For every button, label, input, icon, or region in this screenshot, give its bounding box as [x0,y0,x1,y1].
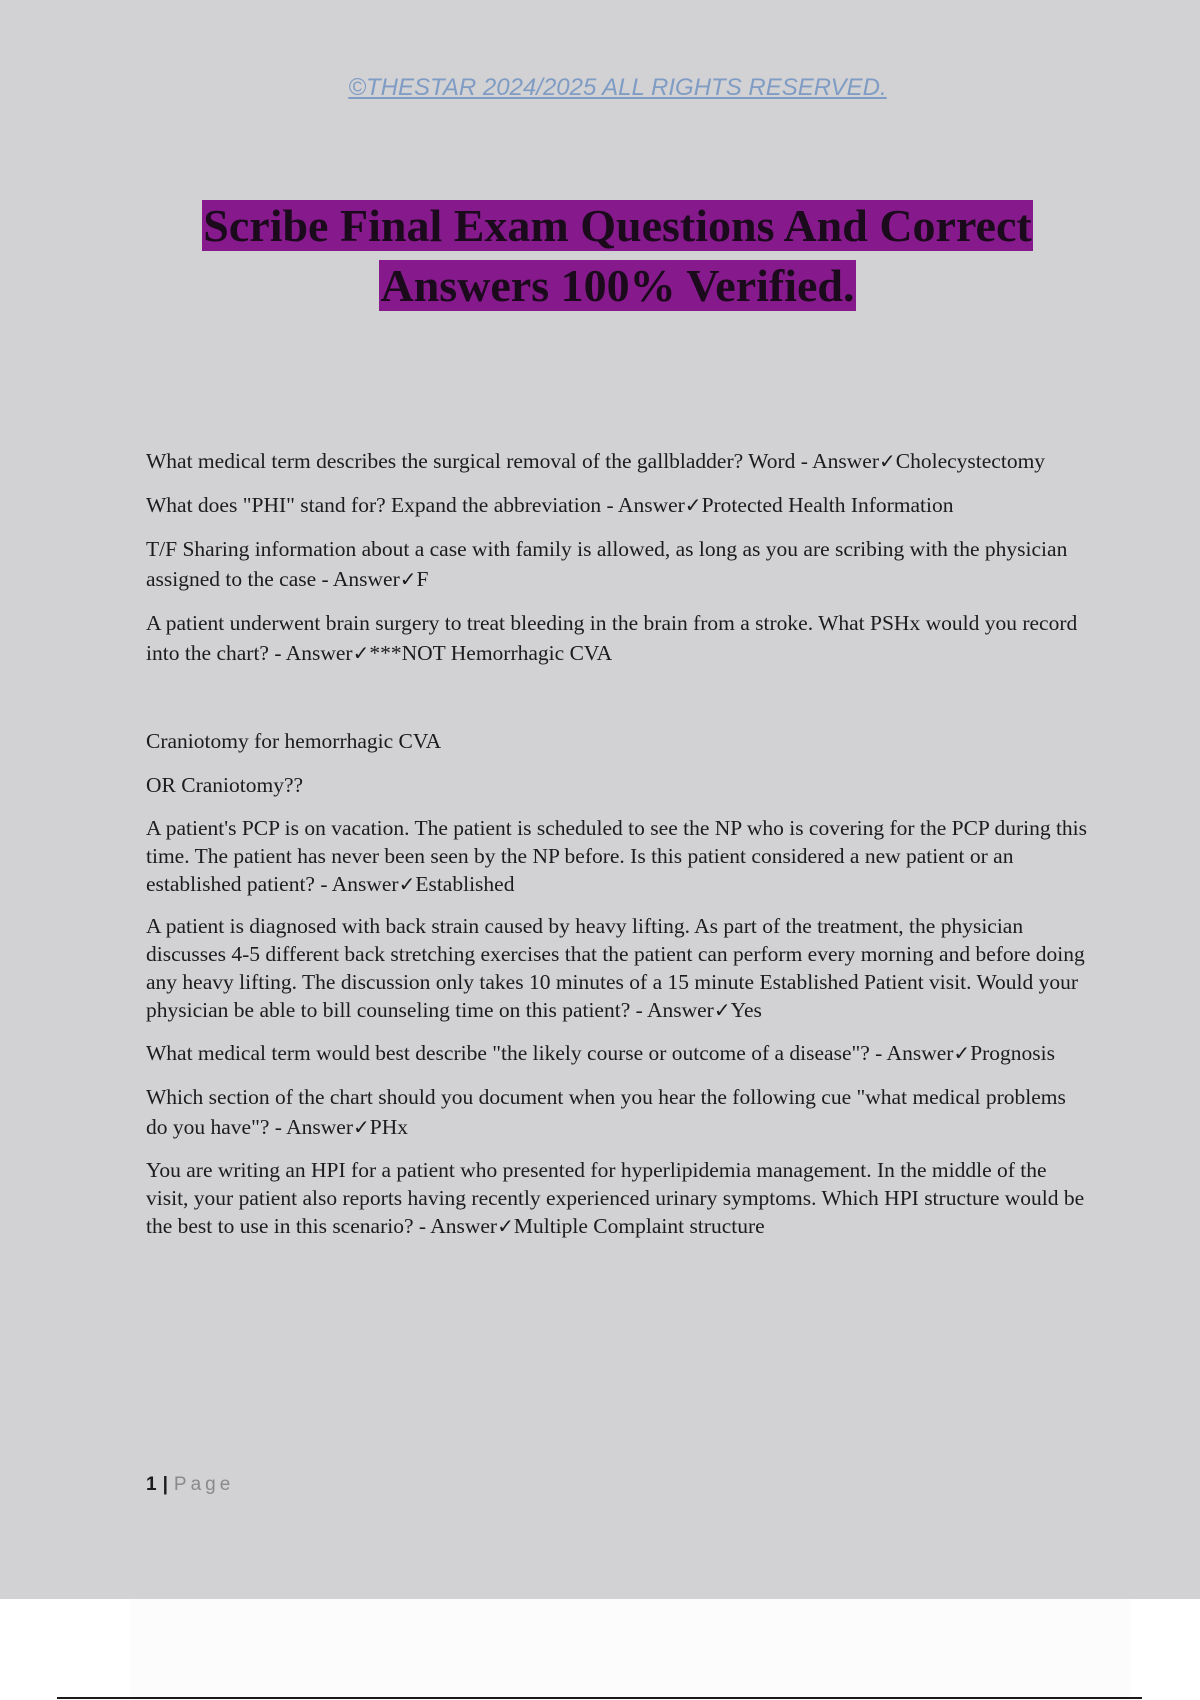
question-text: A patient's PCP is on vacation. The patient is scheduled to see the NP who is covering for the PCP during this time. The patient has never been seen by the NP before. Is this patient considered a new patient or an established patient? - [146,816,1088,896]
page-footer [146,1474,234,1496]
qa-item [146,814,1091,898]
answer-label: Answer [617,493,685,517]
title-line-2: Answers 100% Verified. [380,260,855,311]
answer-label: Answer [812,449,879,473]
qa-item [146,446,1091,476]
check-icon: ✓ [353,1115,370,1139]
answer-text: F [416,567,429,591]
page-separator: | [162,1474,168,1495]
copyright-header: ©THESTAR 2024/2025 ALL RIGHTS RESERVED. [348,74,887,101]
page-word: Page [173,1474,235,1495]
check-icon: ✓ [497,1214,514,1238]
qa-item [146,608,1091,668]
qa-item [146,534,1091,594]
answer-text: Yes [730,998,762,1022]
answer-note [146,726,1091,756]
title-line-1: Scribe Final Exam Questions And Correct [203,200,1032,251]
answer-label: Answer [285,641,353,665]
answer-text: Prognosis [970,1041,1056,1065]
answer-label: Answer [286,1115,354,1139]
answer-label: Answer [332,567,400,591]
next-page-body [130,1599,1130,1700]
check-icon: ✓ [879,449,896,473]
question-text: Which section of the chart should you document when you hear the following cue "what medical problems do you have"? - [146,1085,1066,1139]
answer-text: Established [415,872,515,896]
qa-item [146,1156,1091,1240]
question-text: What does "PHI" stand for? Expand the abbreviation - [146,493,618,517]
answer-label: Answer [886,1041,954,1065]
answer-text: PHx [369,1115,409,1139]
answer-text: Cholecystectomy [895,449,1046,473]
answer-label: Answer [430,1214,498,1238]
question-text: A patient underwent brain surgery to treat bleeding in the brain from a stroke. What PSHx would you record into the chart? - [146,611,1078,665]
page-divider [57,1697,1142,1699]
qa-item [146,1082,1091,1142]
question-text: You are writing an HPI for a patient who presented for hyperlipidemia management. In the middle of the visit, your patient also reports having recently experienced urinary symptoms. Which HPI structure would be the best to use in this scenario? - [146,1158,1085,1238]
question-text: What medical term would best describe "the likely course or outcome of a disease"? - [146,1041,887,1065]
answer-note [146,770,1091,800]
answer-text: Multiple Complaint structure [513,1214,765,1238]
question-text: A patient is diagnosed with back strain caused by heavy lifting. As part of the treatment, the physician discusses 4-5 different back stretching exercises that the patient can perform every morning and before doing any heavy lifting. The discussion only takes 10 minutes of a 15 minute Established Patient visit. Would your physician be able to bill counseling time on this patient? - [146,914,1085,1022]
answer-label: Answer [331,872,399,896]
check-icon: ✓ [399,567,417,591]
note-text: OR Craniotomy?? [146,773,304,797]
note-text: Craniotomy for hemorrhagic CVA [146,729,442,753]
next-page-area [0,1599,1200,1700]
document-title [0,196,1200,316]
check-icon: ✓ [953,1041,971,1065]
question-text: T/F Sharing information about a case with family is allowed, as long as you are scribing with the physician assigned to the case - [146,537,1068,591]
page-number: 1 [146,1474,157,1495]
qa-list [146,446,1091,1254]
qa-item [146,490,1091,520]
qa-item [146,912,1091,1024]
check-icon: ✓ [713,998,731,1022]
check-icon: ✓ [398,872,416,896]
answer-text: Protected Health Information [701,493,954,517]
check-icon: ✓ [352,641,370,665]
question-text: What medical term describes the surgical removal of the gallbladder? Word - [146,449,813,473]
qa-item [146,1038,1091,1068]
check-icon: ✓ [684,493,702,517]
answer-label: Answer [646,998,714,1022]
answer-text: ***NOT Hemorrhagic CVA [369,641,613,665]
